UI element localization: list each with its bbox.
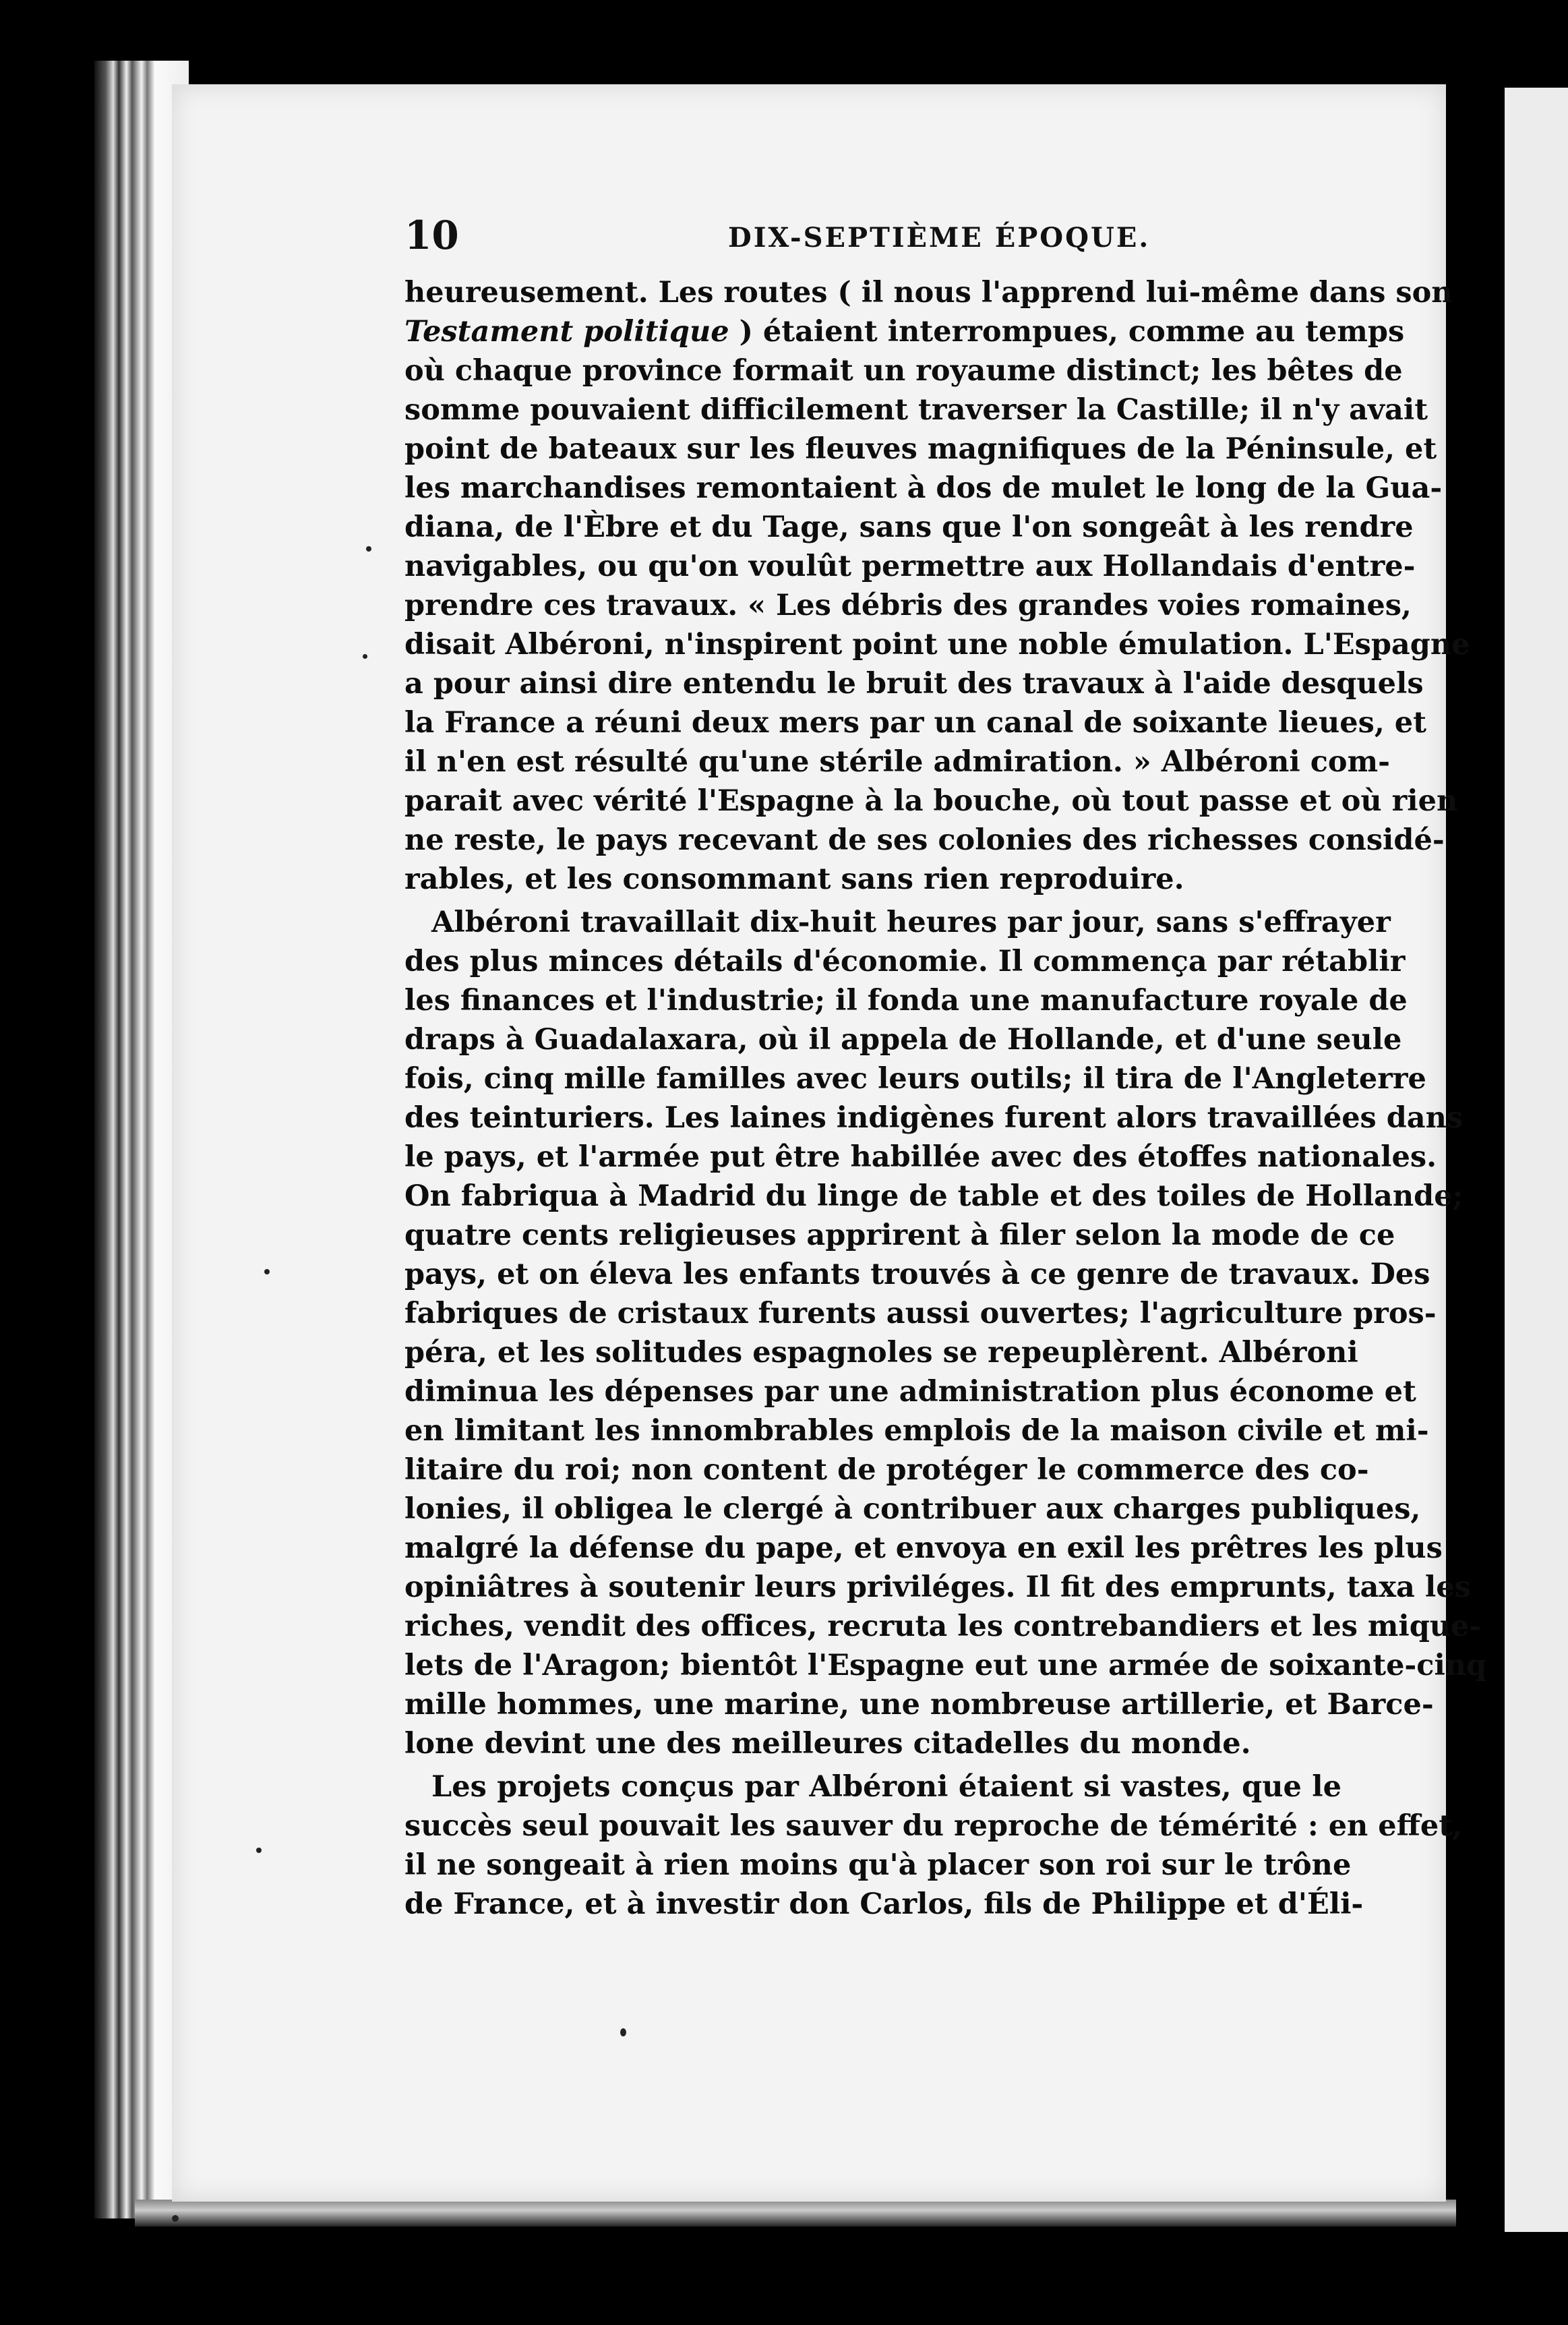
text-line: Les projets conçus par Albéroni étaient si vastes, que le [431, 1770, 1341, 1804]
text-line: lets de l'Aragon; bientôt l'Espagne eut une armée de soixante-cinq [404, 1649, 1487, 1682]
text-line: de France, et à investir don Carlos, fils de Philippe et d'Éli- [404, 1887, 1364, 1921]
text-line: rables, et les consommant sans rien reproduire. [404, 862, 1184, 896]
text-line: pays, et on éleva les enfants trouvés à ce genre de travaux. Des [404, 1258, 1430, 1291]
text-line: fabriques de cristaux furents aussi ouvertes; l'agriculture pros- [404, 1297, 1437, 1330]
text-line: litaire du roi; non content de protéger le commerce des co- [404, 1453, 1369, 1487]
text-line: point de bateaux sur les fleuves magnifiques de la Péninsule, et [404, 432, 1437, 466]
ink-speck [620, 2028, 626, 2036]
body-text [404, 273, 1487, 1924]
text-line: diminua les dépenses par une administration plus économe et [404, 1375, 1416, 1409]
text-line: en limitant les innombrables emplois de la maison civile et mi- [404, 1414, 1429, 1448]
text-line: il n'en est résulté qu'une stérile admiration. » Albéroni com- [404, 745, 1390, 779]
text-line: prendre ces travaux. « Les débris des grandes voies romaines, [404, 589, 1412, 622]
text-line: a pour ainsi dire entendu le bruit des travaux à l'aide desquels [404, 667, 1424, 701]
page-header [404, 212, 1395, 260]
text-line: opiniâtres à soutenir leurs priviléges. Il fit des emprunts, taxa les [404, 1570, 1471, 1604]
ink-speck [264, 1269, 270, 1274]
text-line: le pays, et l'armée put être habillée avec des étoffes nationales. [404, 1140, 1437, 1174]
text-line: fois, cinq mille familles avec leurs outils; il tira de l'Angleterre [404, 1062, 1426, 1096]
text-line: la France a réuni deux mers par un canal de soixante lieues, et [404, 706, 1427, 740]
text-line: disait Albéroni, n'inspirent point une noble émulation. L'Espagne [404, 628, 1470, 661]
text-line: lonies, il obligea le clergé à contribuer aux charges publiques, [404, 1492, 1421, 1526]
text-line: navigables, ou qu'on voulût permettre aux Hollandais d'entre- [404, 550, 1416, 583]
text-line: où chaque province formait un royaume distinct; les bêtes de [404, 354, 1403, 388]
text-line: des teinturiers. Les laines indigènes furent alors travaillées dans [404, 1101, 1464, 1135]
text-line: Albéroni travaillait dix-huit heures par jour, sans s'effrayer [431, 906, 1391, 939]
text-line: heureusement. Les routes ( il nous l'apprend lui-même dans son [404, 276, 1453, 310]
text-line: On fabriqua à Madrid du linge de table et des toiles de Hollande; [404, 1179, 1464, 1213]
text-line: malgré la défense du pape, et envoya en exil les prêtres les plus [404, 1531, 1443, 1565]
text-line: il ne songeait à rien moins qu'à placer son roi sur le trône [404, 1848, 1352, 1882]
text-line: les marchandises remontaient à dos de mulet le long de la Gua- [404, 471, 1443, 505]
page-number: 10 [404, 212, 459, 258]
running-head: DIX-SEPTIÈME ÉPOQUE. [728, 222, 1151, 254]
text-line: draps à Guadalaxara, où il appela de Hollande, et d'une seule [404, 1023, 1402, 1057]
text-line: succès seul pouvait les sauver du reproche de témérité : en effet, [404, 1809, 1463, 1843]
text-line: somme pouvaient difficilement traverser la Castille; il n'y avait [404, 393, 1428, 427]
text-line: diana, de l'Èbre et du Tage, sans que l'on songeât à les rendre [404, 510, 1414, 544]
ink-speck [366, 546, 371, 552]
text-line: ne reste, le pays recevant de ses colonies des richesses considé- [404, 823, 1445, 857]
page-bottom-edge [135, 2200, 1456, 2227]
ink-speck [256, 1848, 262, 1853]
text-line: riches, vendit des offices, recruta les contrebandiers et les mique- [404, 1610, 1482, 1643]
text-line: mille hommes, une marine, une nombreuse artillerie, et Barce- [404, 1688, 1434, 1721]
text-line: Testament politique ) étaient interrompues, comme au temps [404, 315, 1405, 349]
text-line: lone devint une des meilleures citadelles du monde. [404, 1727, 1251, 1761]
text-line: les finances et l'industrie; il fonda une manufacture royale de [404, 984, 1408, 1018]
text-line: parait avec vérité l'Espagne à la bouche, où tout passe et où rien [404, 784, 1458, 818]
adjacent-page-edge [1505, 88, 1568, 2232]
text-line: des plus minces détails d'économie. Il commença par rétablir [404, 945, 1406, 978]
italic-title: Testament politique [404, 315, 729, 349]
ink-speck [172, 2215, 179, 2222]
text-line: péra, et les solitudes espagnoles se repeuplèrent. Albéroni [404, 1336, 1358, 1370]
text-line: quatre cents religieuses apprirent à filer selon la mode de ce [404, 1218, 1395, 1252]
ink-speck [363, 654, 367, 659]
